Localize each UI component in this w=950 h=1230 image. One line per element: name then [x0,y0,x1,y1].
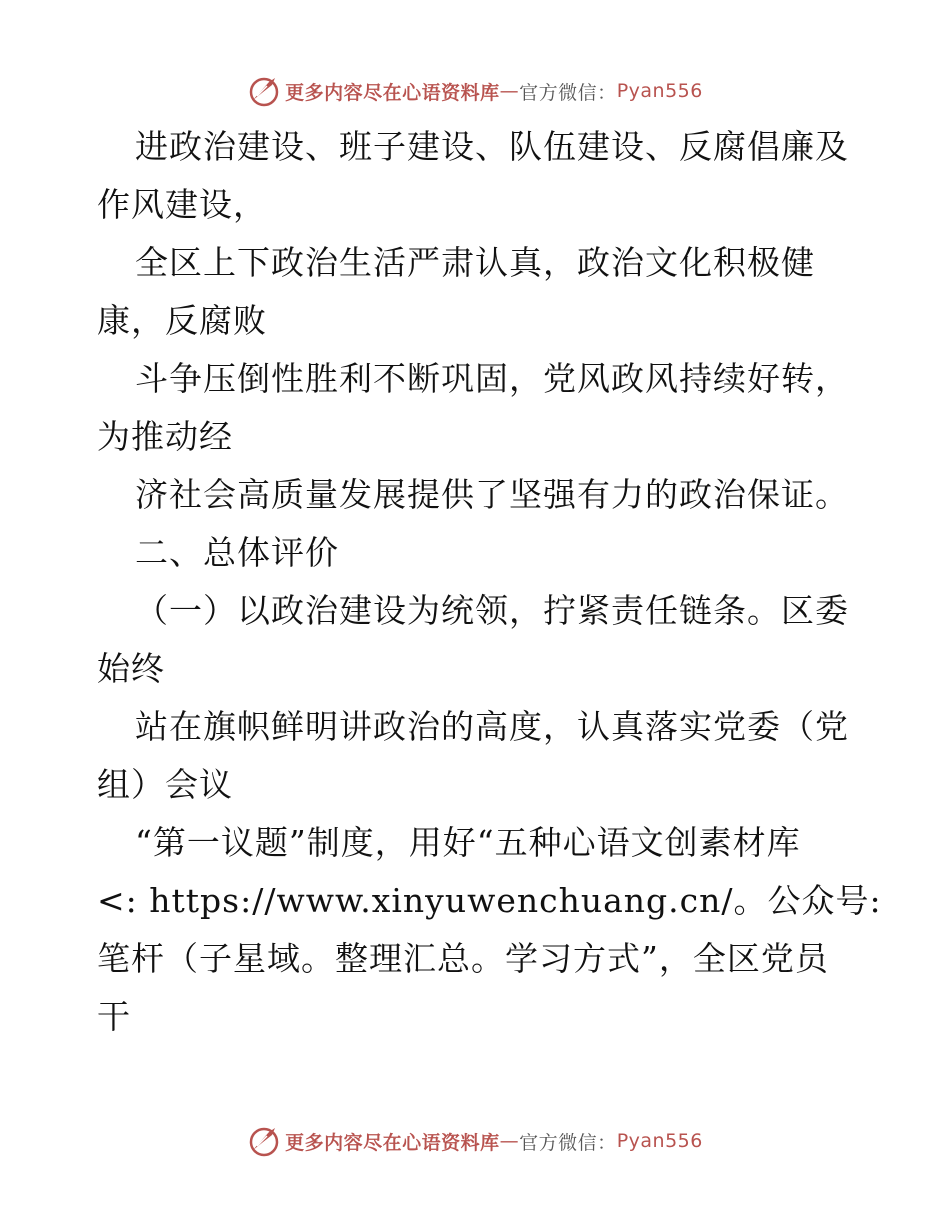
text-line: 组）会议 [97,765,233,804]
banner-brand-text: 更多内容尽在心语资料库 [285,1131,500,1154]
text-line: 干 [97,997,131,1036]
text-line: 济社会高质量发展提供了坚强有力的政治保证。 [135,475,849,514]
banner-official-label: 官方微信： [519,81,617,104]
text-line: 进政治建设、班子建设、队伍建设、反腐倡廉及 [135,127,849,166]
text-line: 始终 [97,649,165,688]
header-banner [0,71,950,111]
banner-wechat-id: Pyan556 [616,1130,703,1152]
text-line: 全区上下政治生活严肃认真，政治文化积极健 [135,243,815,282]
text-line: 康，反腐败 [97,301,267,340]
quill-pen-logo-icon [247,74,281,108]
url-text-line: <: https://www.xinyuwenchuang.cn/。公众号: [97,881,882,920]
text-line: 笔杆（子星域。整理汇总。学习方式”，全区党员 [97,939,829,978]
quill-pen-logo-icon [247,1124,281,1158]
banner-wechat-id: Pyan556 [616,80,703,102]
text-line: 斗争压倒性胜利不断巩固，党风政风持续好转， [135,359,849,398]
text-line: “第一议题”制度，用好“五种心语文创素材库 [135,823,801,862]
banner-separator: — [499,80,520,102]
banner-separator: — [499,1130,520,1152]
section-heading: 二、总体评价 [135,533,339,572]
banner-official-label: 官方微信： [519,1131,617,1154]
document-body [97,118,882,1046]
footer-banner [0,1121,950,1161]
banner-brand-text: 更多内容尽在心语资料库 [285,81,500,104]
text-line: 为推动经 [97,417,233,456]
text-line: 站在旗帜鲜明讲政治的高度，认真落实党委（党 [135,707,849,746]
text-line: 作风建设， [97,185,267,224]
text-line: （一）以政治建设为统领，拧紧责任链条。区委 [135,591,849,630]
